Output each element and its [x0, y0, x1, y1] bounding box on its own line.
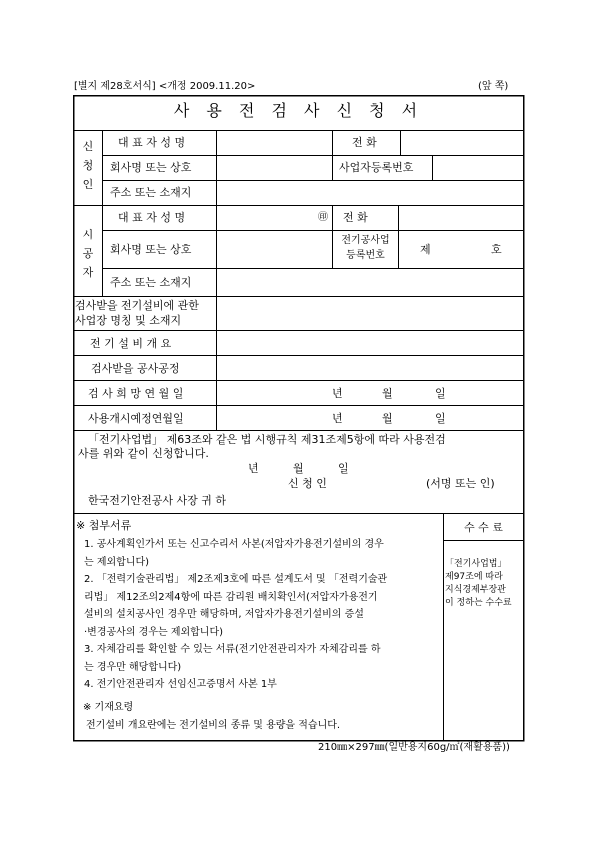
applicant-phone-field[interactable]	[401, 131, 523, 155]
hope-month: 월	[382, 387, 393, 400]
page-side: (앞 쪽)	[478, 81, 509, 92]
form-number: [별지 제28호서식] <개정 2009.11.20>	[74, 81, 256, 92]
statement-line-2: 사를 위와 같이 신청합니다.	[78, 447, 209, 460]
contractor-phone-label: 전 화	[343, 211, 368, 224]
overview-label: 전 기 설 비 개 요	[90, 337, 172, 350]
start-year: 년	[332, 412, 343, 425]
process-field[interactable]	[217, 356, 523, 380]
reg-ho: 호	[491, 243, 502, 256]
start-date-field[interactable]	[217, 406, 523, 430]
attachments-list	[84, 536, 440, 694]
attachment-line: 1. 공사계획인가서 또는 신고수리서 사본(저압자가용전기설비의 경우	[84, 539, 384, 550]
applicant-company-label: 회사명 또는 상호	[110, 161, 192, 174]
sign-note: (서명 또는 인)	[426, 477, 495, 490]
notes-text: 전기설비 개요란에는 전기설비의 종류 및 용량을 적습니다.	[86, 720, 341, 731]
process-label: 검사받을 공사공정	[91, 362, 180, 375]
contractor-reg-label-1: 전기공사업	[341, 235, 390, 246]
contractor-company-field[interactable]	[217, 231, 332, 268]
site-field[interactable]	[217, 297, 523, 330]
contractor-reg-label-2: 등록번호	[346, 250, 385, 261]
attachment-line: 는 경우만 해당합니다)	[84, 661, 182, 673]
applicant-rep-name-label: 대 표 자 성 명	[118, 136, 186, 149]
notes-heading: ※ 기재요령	[83, 702, 134, 713]
contractor-rep-name-label: 대 표 자 성 명	[118, 211, 186, 224]
hope-year: 년	[332, 387, 343, 400]
statement-day: 일	[338, 462, 349, 475]
attachment-line: ·변경공사의 경우는 제외합니다)	[84, 626, 224, 638]
applicant-biz-reg-label: 사업자등록번호	[339, 161, 414, 174]
overview-field[interactable]	[217, 331, 523, 355]
seal-mark: ㊞	[318, 212, 328, 223]
contractor-address-label: 주소 또는 소재지	[110, 276, 192, 289]
applicant-company-field[interactable]	[217, 156, 332, 180]
paper-spec: 210㎜×297㎜(일반용지60g/㎡(재활용품))	[318, 742, 510, 753]
fee-heading: 수 수 료	[464, 521, 503, 534]
applicant-address-label: 주소 또는 소재지	[110, 186, 192, 199]
attachment-line: 리법」 제12조의2제4항에 따른 감리원 배치확인서(저압자가용전기	[84, 591, 378, 603]
contractor-rep-name-field[interactable]	[217, 206, 332, 230]
statement-year: 년	[248, 462, 259, 475]
hope-date-label: 검 사 희 망 연 월 일	[88, 387, 184, 400]
statement-line-1: 「전기사업법」 제63조와 같은 법 시행규칙 제31조제5항에 따라 사용전검	[88, 433, 446, 446]
start-month: 월	[382, 412, 393, 425]
attachment-line: 3. 자체감리를 확인할 수 있는 서류(전기안전관리자가 자체감리를 하	[84, 644, 381, 655]
site-label-2: 사업장 명칭 및 소재지	[75, 314, 182, 327]
attachment-line: 4. 전기안전관리자 선임신고증명서 사본 1부	[84, 679, 277, 690]
contractor-group-label: 시 공 자	[82, 228, 94, 279]
hope-day: 일	[435, 387, 446, 400]
attachments-heading: ※ 첨부서류	[76, 519, 132, 532]
statement-month: 월	[293, 462, 304, 475]
hope-date-field[interactable]	[217, 381, 523, 405]
start-day: 일	[435, 412, 446, 425]
fee-text: 「전기사업법」 제97조에 따라 지식경제부장관 이 정하는 수수료	[445, 559, 512, 608]
applicant-address-field[interactable]	[217, 181, 523, 205]
reg-je: 제	[420, 243, 431, 256]
contractor-company-label: 회사명 또는 상호	[110, 243, 192, 256]
applicant-sign-label: 신 청 인	[288, 477, 327, 490]
applicant-sign-field[interactable]	[345, 474, 420, 490]
applicant-biz-reg-field[interactable]	[433, 156, 523, 180]
contractor-address-field[interactable]	[217, 269, 523, 296]
attachment-line: 2. 「전력기술관리법」 제2조제3호에 따른 설계도서 및 「전력기술관	[84, 574, 388, 585]
attachment-line: 설비의 설치공사인 경우만 해당하며, 저압자가용전기설비의 증설	[84, 609, 364, 620]
applicant-group-label: 신 청 인	[82, 140, 94, 191]
contractor-reg-field[interactable]	[399, 231, 523, 268]
site-label-1: 검사받을 전기설비에 관한	[75, 299, 199, 312]
applicant-phone-label: 전 화	[352, 136, 377, 149]
start-date-label: 사용개시예정연월일	[88, 412, 184, 425]
attachment-line: 는 제외합니다)	[84, 556, 150, 568]
contractor-phone-field[interactable]	[399, 206, 523, 230]
form-title: 사 용 전 검 사 신 청 서	[173, 101, 424, 120]
recipient: 한국전기안전공사 사장 귀 하	[88, 494, 227, 507]
applicant-rep-name-field[interactable]	[217, 131, 332, 155]
